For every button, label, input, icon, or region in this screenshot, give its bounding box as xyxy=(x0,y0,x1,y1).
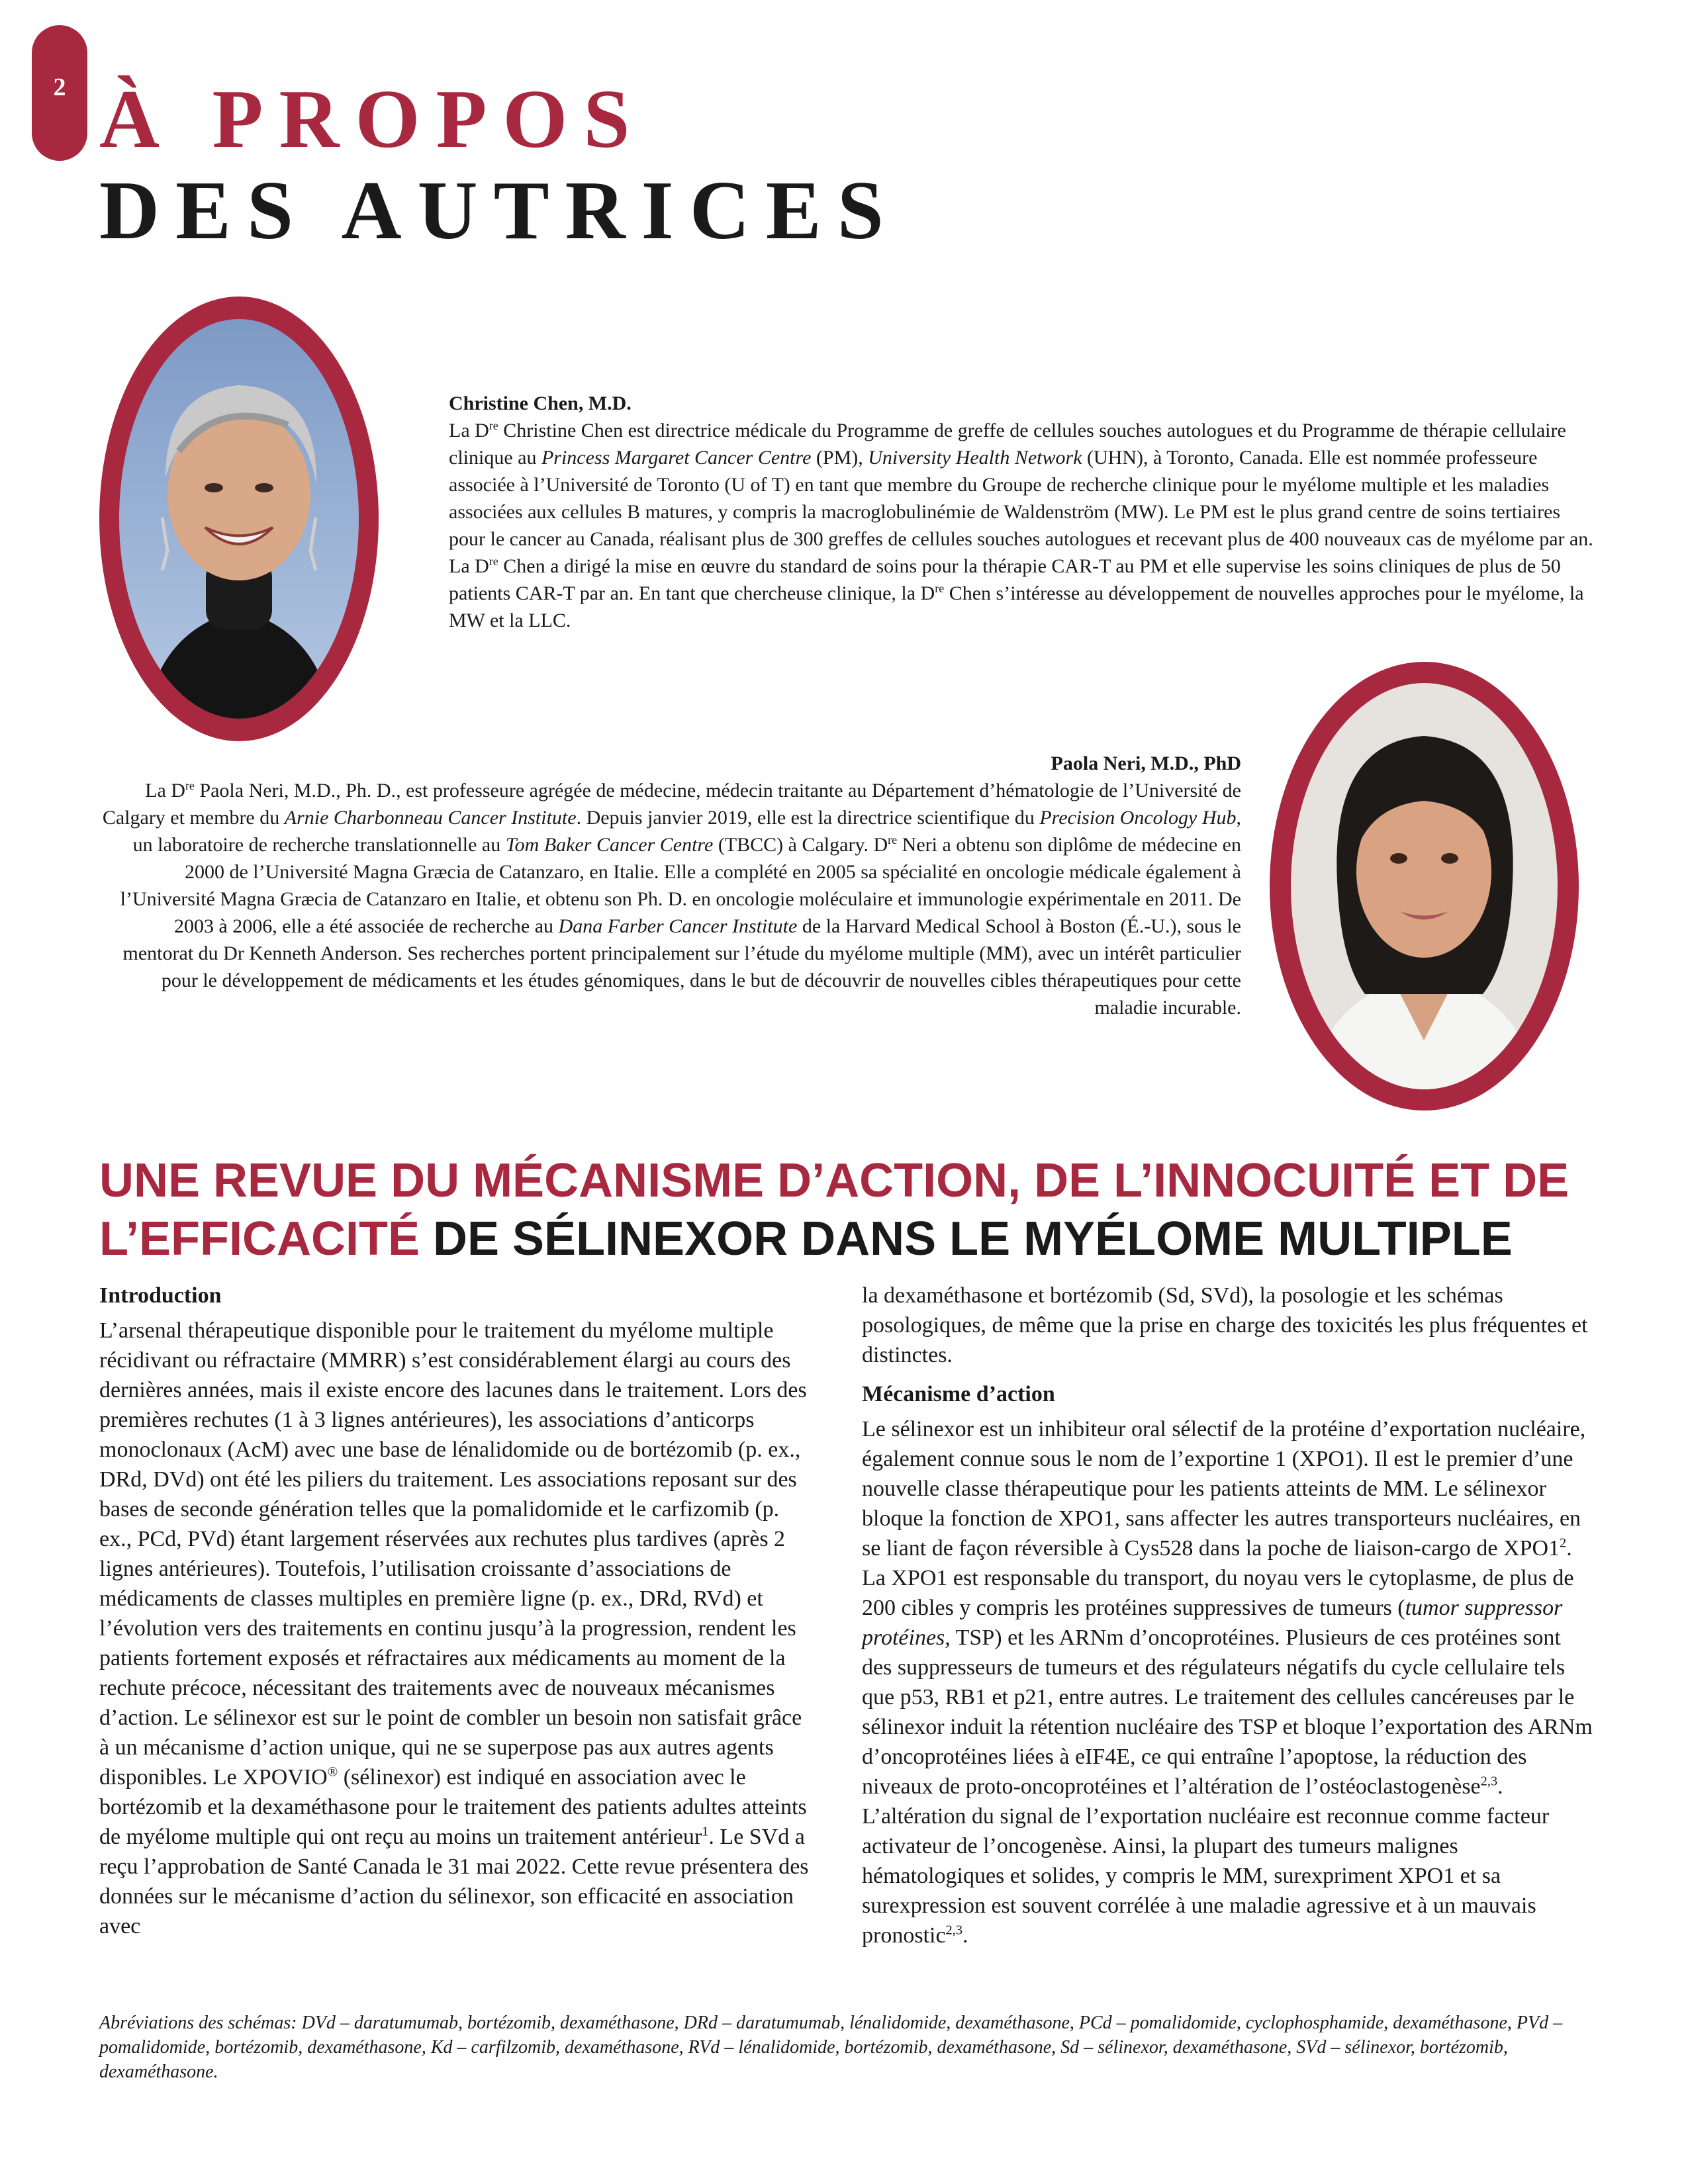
author-portrait-frame-neri xyxy=(1270,662,1579,1111)
author-name-neri: Paola Neri, M.D., PhD xyxy=(1051,752,1241,774)
intro-continued-text: la dexaméthasone et bortézomib (Sd, SVd), la posologie et les schémas posologiques, de même que la prise en charge des toxicités les plus fréquentes et distinctes. xyxy=(862,1283,1588,1367)
moa-heading: Mécanisme d’action xyxy=(862,1382,1055,1406)
page-title-line1: À PROPOS xyxy=(99,73,646,165)
article-column-left xyxy=(99,1281,814,1941)
author-bio-neri xyxy=(99,750,1241,1021)
author-bio-text-neri: La Dre Paola Neri, M.D., Ph. D., est professeure agrégée de médecine, médecin traitante au Département d’hématologie de l’Université de Calgary et membre du Arnie Charbonneau Cancer Institute. Depuis janvier 2019, elle est la directrice scientifique du Precision Oncology Hub, un laboratoire de recherche translationnelle au Tom Baker Cancer Centre (TBCC) à Calgary. Dre Neri a obtenu son diplôme de médecine en 2000 de l’Université Magna Græcia de Catanzaro, en Italie. Elle a complété en 2005 sa spécialité en oncologie médicale également à l’Université Magna Græcia de Catanzaro en Italie, et obtenu son Ph. D. en oncologie moléculaire et immunologie expérimentale en 2011. De 2003 à 2006, elle a été associée de recherche au Dana Farber Cancer Institute de la Harvard Medical School à Boston (É.-U.), sous le mentorat du Dr Kenneth Anderson. Ses recherches portent principalement sur l’étude du myélome multiple (MM), avec un intérêt particulier pour le développement de médicaments et les études génomiques, dans le but de découvrir de nouvelles cibles thérapeutiques pour cette maladie incurable. xyxy=(102,779,1241,1019)
author-photo-chen xyxy=(119,319,359,719)
abbreviations-footnote: Abréviations des schémas: DVd – daratumumab, bortézomib, dexaméthasone, DRd – daratumumab, lénalidomide, dexaméthasone, PCd – pomalidomide, cyclophosphamide, dexaméthasone, PVd – pomalidomide, bortézomib, dexaméthasone, Kd – carfilzomib, dexaméthasone, RVd – lénalidomide, bortézomib, dexaméthasone, Sd – sélinexor, dexaméthasone, SVd – sélinexor, bortézomib, dexaméthasone. xyxy=(99,2013,1563,2082)
author-name-chen: Christine Chen, M.D. xyxy=(449,392,632,414)
page-title-line2: DES AUTRICES xyxy=(99,165,900,257)
moa-text: Le sélinexor est un inhibiteur oral sélectif de la protéine d’exportation nucléaire, également connue sous le nom de l’exportine 1 (XPO1). Il est le premier d’une nouvelle classe thérapeutique pour les patients atteints de MM. Le sélinexor bloque la fonction de XPO1, sans affecter les autres transporteurs nucléaires, en se liant de façon réversible à Cys528 dans la poche de liaison-cargo de $XPO1^2$. La XPO1 est responsable du transport, du noyau vers le cytoplasme, de plus de 200 cibles y compris les protéines suppressives de tumeurs (tumor suppressor protéines, TSP) et les ARNm d’oncoprotéines. Plusieurs de ces protéines sont des suppresseurs de tumeurs et des régulateurs négatifs du cycle cellulaire tels que p53, RB1 et p21, entre autres. Le traitement des cellules cancéreuses par le sélinexor induit la rétention nucléaire des TSP et bloque l’exportation des ARNm d’oncoprotéines liées à eIF4E, ce qui entraîne l’apoptose, la réduction des niveaux de proto-oncoprotéines et l’altération de l’ostéoclastogenèse$^{2,3}$. L’altération du signal de l’exportation nucléaire est reconnue comme facteur activateur de l’oncogenèse. Ainsi, la plupart des tumeurs malignes hématologiques et solides, y compris le MM, surexpriment XPO1 et sa surexpression est souvent corrélée à une maladie agressive et à un mauvais pronostic$^{2,3}$. xyxy=(862,1417,1593,1948)
author-bio-chen xyxy=(449,390,1595,634)
author-photo-neri-illustration xyxy=(1291,683,1558,1089)
page-number: 2 xyxy=(53,73,66,101)
author-photo-chen-illustration xyxy=(119,319,359,719)
article-column-right xyxy=(862,1281,1595,1950)
article-heading-red: UNE REVUE DU MÉCANISME D’ACTION, DE L’INNOCUITÉ ET DE L’EFFICACITÉ xyxy=(99,1154,1570,1265)
author-bio-text-chen: La Dre Christine Chen est directrice médicale du Programme de greffe de cellules souches autologues et du Programme de thérapie cellulaire clinique au Princess Margaret Cancer Centre (PM), University Health Network (UHN), à Toronto, Canada. Elle est nommée professeure associée à l’Université de Toronto (U of T) en tant que membre du Groupe de recherche clinique pour le myélome multiple et les maladies associées aux cellules B matures, y compris la macroglobulinémie de Waldenström (MW). Le PM est le plus grand centre de soins tertiaires pour le cancer au Canada, réalisant plus de 300 greffes de cellules souches autologues et recevant plus de 400 nouveaux cas de myélome par an. La Dre Chen a dirigé la mise en œuvre du standard de soins pour la thérapie CAR-T au PM et elle supervise les soins cliniques de plus de 50 patients CAR-T par an. En tant que chercheuse clinique, la Dre Chen s’intéresse au développement de nouvelles approches pour le myélome, la MW et la LLC. xyxy=(449,419,1593,631)
intro-heading: Introduction xyxy=(99,1283,222,1308)
article-heading xyxy=(99,1152,1595,1268)
intro-text: L’arsenal thérapeutique disponible pour le traitement du myélome multiple récidivant ou réfractaire (MMRR) s’est considérablement élargi au cours des dernières années, mais il existe encore des lacunes dans le traitement. Lors des premières rechutes (1 à 3 lignes antérieures), les associations d’anticorps monoclonaux (AcM) avec une base de lénalidomide ou de bortézomib (p. ex., DRd, DVd) ont été les piliers du traitement. Les associations reposant sur des bases de seconde génération telles que la pomalidomide et le carfizomib (p. ex., PCd, PVd) étant largement réservées aux rechutes plus tardives (après 2 lignes antérieures). Toutefois, l’utilisation croissante d’associations de médicaments de classes multiples en première ligne (p. ex., DRd, RVd) et l’évolution vers des traitements en continu jusqu’à la progression, rendent les patients fortement exposés et réfractaires aux médicaments au moment de la rechute précoce, nécessitant des traitements avec de nouveaux mécanismes d’action. Le sélinexor est sur le point de combler un besoin non satisfait grâce à un mécanisme d’action unique, qui ne se superpose pas aux autres agents disponibles. Le XPOVIO® (sélinexor) est indiqué en association avec le bortézomib et la dexaméthasone pour le traitement des patients adultes atteints de myélome multiple qui ont reçu au moins un traitement antérieur$^1$. Le SVd a reçu l’approbation de Santé Canada le 31 mai 2022. Cette revue présentera des données sur le mécanisme d’action du sélinexor, son efficacité en association avec xyxy=(99,1318,809,1938)
author-portrait-frame-chen xyxy=(99,296,379,741)
article-heading-black: DE SÉLINEXOR DANS LE MYÉLOME MULTIPLE xyxy=(420,1212,1513,1265)
author-photo-neri xyxy=(1291,683,1558,1089)
